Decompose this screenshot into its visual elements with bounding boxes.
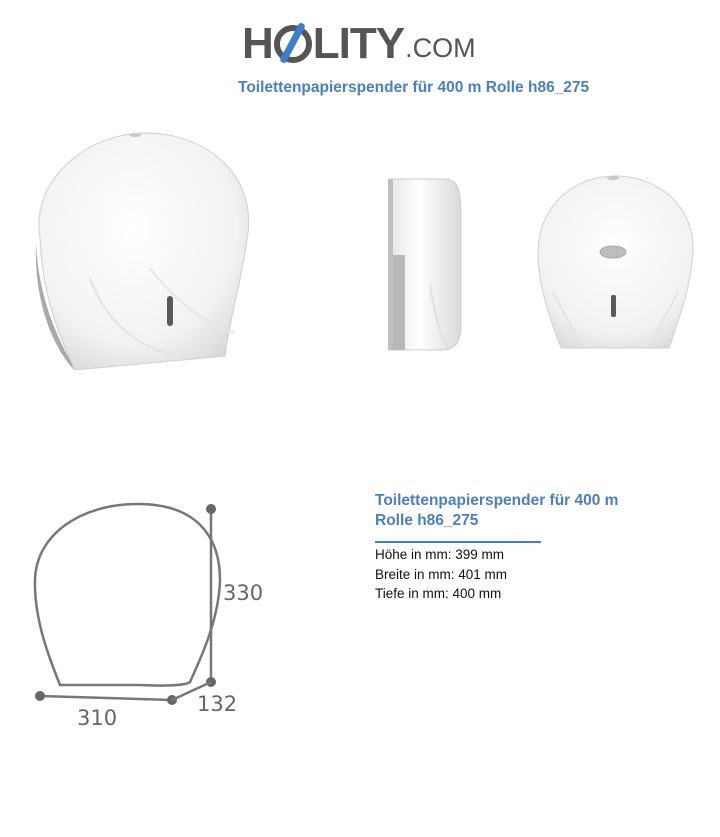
logo-brand: LITY bbox=[312, 19, 405, 68]
width-label: 310 bbox=[77, 706, 118, 730]
height-label: 330 bbox=[223, 581, 264, 605]
depth-label: 132 bbox=[197, 692, 238, 716]
height-top-dot bbox=[206, 504, 216, 514]
product-photo-front bbox=[533, 172, 698, 352]
spec-list bbox=[375, 545, 507, 604]
page-title: Toilettenpapierspender für 400 m Rolle h86_275 bbox=[238, 79, 590, 96]
spec-item-height: Höhe in mm: 399 mm bbox=[375, 547, 505, 562]
width-dimension-line bbox=[40, 696, 172, 700]
product-photo-perspective bbox=[30, 128, 255, 378]
product-photo-side bbox=[385, 175, 465, 355]
logo-letter-h: H bbox=[242, 19, 273, 68]
holity-logo[interactable] bbox=[242, 18, 476, 66]
width-left-dot bbox=[35, 691, 45, 701]
dimension-drawing bbox=[20, 490, 290, 740]
spec-item-width: Breite in mm: 401 mm bbox=[375, 566, 508, 582]
spec-item-depth: Tiefe in mm: 400 mm bbox=[375, 586, 502, 601]
spec-title: Toilettenpapierspender für 400 m Rolle h86_275 bbox=[375, 492, 619, 529]
outline-shape bbox=[35, 504, 220, 686]
logo-domain: .COM bbox=[405, 33, 476, 63]
logo-o-icon bbox=[274, 25, 312, 63]
spec-divider bbox=[375, 541, 541, 543]
